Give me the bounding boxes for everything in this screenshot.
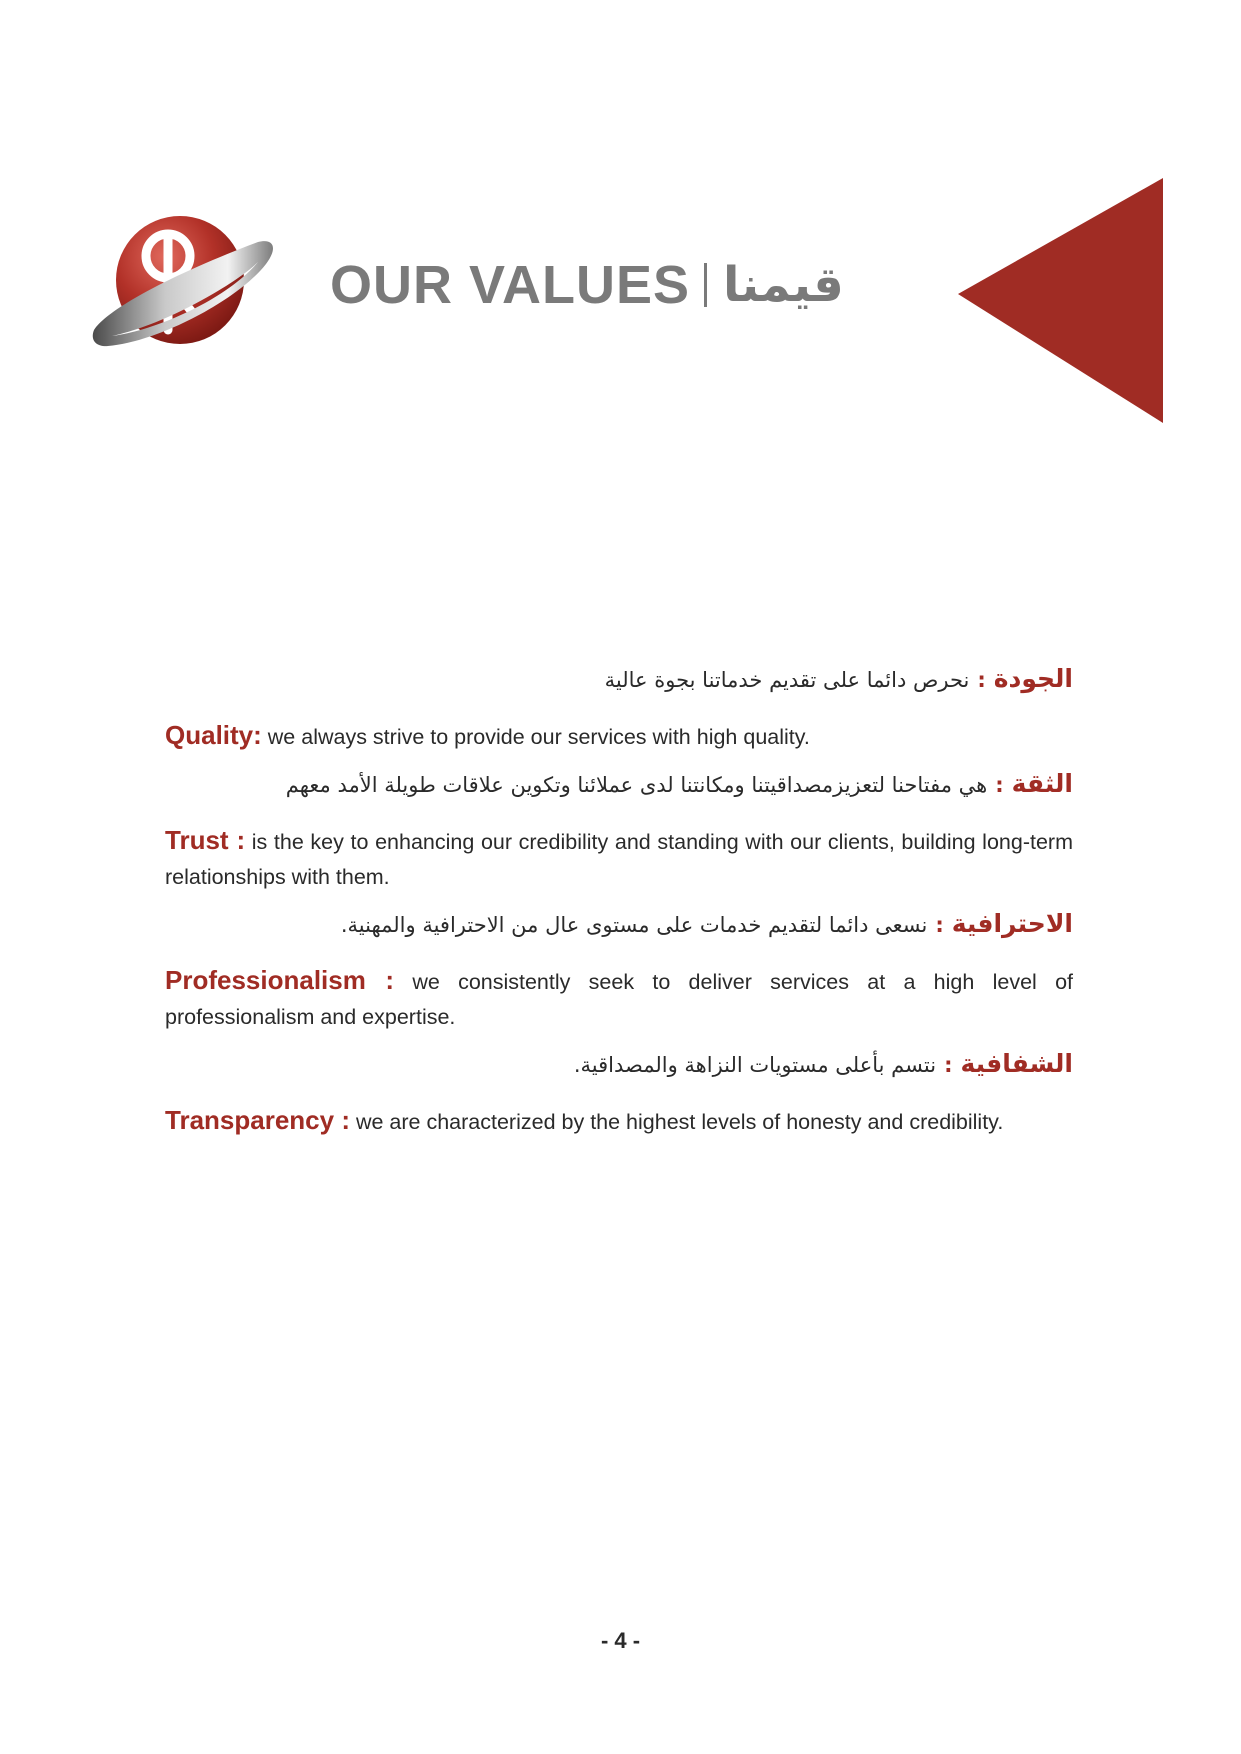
value-text-english: we are characterized by the highest levels of honesty and credibility. (355, 1110, 1004, 1134)
title-arabic: قيمنا (723, 257, 844, 313)
value-trust-english (165, 823, 1073, 895)
value-term-english: Professionalism : (165, 965, 395, 995)
page-title (330, 250, 844, 320)
value-text-arabic: نتسم بأعلى مستويات النزاهة والمصداقية. (573, 1053, 937, 1077)
page-number: - 4 - (600, 1628, 641, 1653)
value-term-english: Trust : (165, 825, 246, 855)
title-english: OUR VALUES (330, 255, 691, 315)
value-text-arabic: نحرص دائما على تقديم خدماتنا بجوة عالية (604, 668, 970, 692)
value-term-english: Transparency : (165, 1105, 350, 1135)
value-term-english: Quality: (165, 720, 262, 750)
value-text-english: is the key to enhancing our credibility and standing with our clients, building long-term relationships with them. (165, 830, 1073, 889)
value-text-english: we always strive to provide our services with high quality. (267, 725, 810, 749)
value-transparency-english (165, 1103, 1073, 1140)
value-professionalism-english (165, 963, 1073, 1035)
value-term-arabic: الشفافية (960, 1049, 1073, 1078)
value-transparency-arabic: الشفافية:نتسم بأعلى مستويات النزاهة والمصداقية. (573, 1049, 1073, 1078)
title-separator (704, 263, 707, 307)
company-logo (88, 212, 278, 362)
value-text-english: we consistently seek to deliver services at a high level of professionalism and expertise. (165, 970, 1074, 1029)
value-text-arabic: نسعى دائما لتقديم خدمات على مستوى عال من الاحترافية والمهنية. (340, 913, 928, 937)
value-quality-english (165, 718, 1073, 755)
value-text-arabic: هي مفتاحنا لتعزيزمصداقيتنا ومكانتنا لدى عملائنا وتكوين علاقات طويلة الأمد معهم (285, 773, 988, 797)
decorative-triangle (958, 178, 1163, 423)
values-list (165, 660, 1073, 1140)
value-term-arabic: الثقة (1011, 769, 1073, 798)
value-term-arabic: الجودة (993, 664, 1073, 693)
value-quality-arabic: الجودة:نحرص دائما على تقديم خدماتنا بجوة عالية (604, 664, 1073, 693)
value-professionalism-arabic: الاحترافية:نسعى دائما لتقديم خدمات على مستوى عال من الاحترافية والمهنية. (340, 909, 1073, 938)
value-trust-arabic: الثقة:هي مفتاحنا لتعزيزمصداقيتنا ومكانتنا لدى عملائنا وتكوين علاقات طويلة الأمد معهم (285, 769, 1073, 798)
value-term-arabic: الاحترافية (951, 909, 1073, 938)
